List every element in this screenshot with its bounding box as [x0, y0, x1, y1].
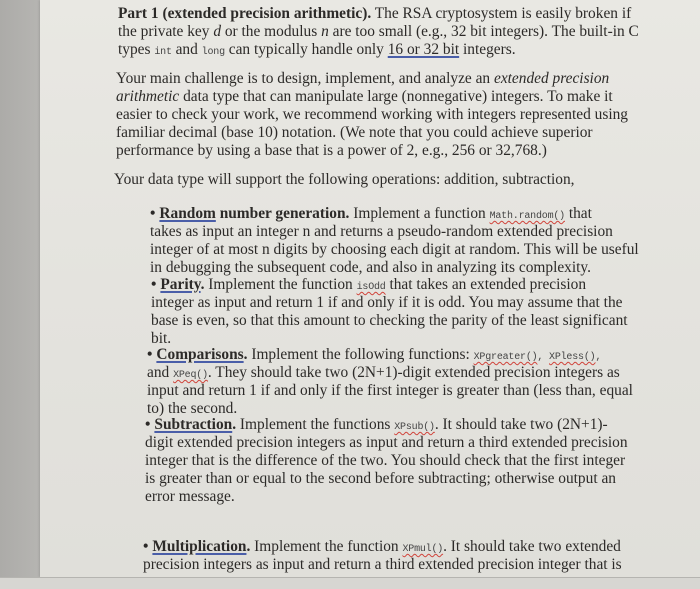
code-xpeq: XPeq() [173, 370, 208, 381]
code-int: int [154, 47, 172, 58]
section-title: Part 1 (extended precision arithmetic). [118, 5, 372, 22]
challenge-paragraph: Your main challenge is to design, implement, and analyze an extended precision arithmetic data type that can manipulate large (nonnegative) integers. To make it easier to check your work, we recommend working with integers represented using familiar decimal (base 10) notation. (We note that you could achieve superior performance by using a base that is a power of 2, e.g., 256 or 32,768.) [116, 70, 629, 159]
bullet-random: • Random number generation. Implement a function Math.random() that takes as input an integer n and returns a pseudo-random extended precision integer of at most n digits by choosing each digit at random. This will be useful in debugging the subsequent code, and also in analyzing its complexity. [150, 205, 639, 276]
code-xpsub: XPsub() [394, 422, 435, 433]
bullet-subtraction: • Subtraction. Implement the functions XPsub(). It should take two (2N+1)- digit extended precision integers as input and return a third extended precision integer that is the difference of the two. You should check that the first integer is greater than or equal to the second before subtracting; otherwise output an error message. [145, 416, 628, 505]
code-isodd: isOdd [356, 282, 386, 293]
code-long: long [201, 47, 225, 58]
code-xpgreater: XPgreater() [473, 352, 538, 363]
bullet-icon: • [151, 276, 157, 293]
bullet-parity: • Parity. Implement the function isOdd that takes an extended precision integer as input and return 1 if and only if it is odd. You may assume that the base is even, so that this amount to checking the parity of the least significant bit. [151, 276, 628, 347]
bullet-comparisons: • Comparisons. Implement the following functions: XPgreater(), XPless(), and XPeq(). They should take two (2N+1)-digit extended precision integers as input and return 1 if and only if the first integer is greater than (less than, equal to) the second. [147, 346, 633, 417]
intro-paragraph: Part 1 (extended precision arithmetic). The RSA cryptosystem is easily broken if the private key d or the modulus n are too small (e.g., 32 bit integers). The built-in C types int and long can typically handle only 16 or 32 bit integers. [118, 5, 639, 58]
operations-intro: Your data type will support the following operations: addition, subtraction, [114, 171, 575, 188]
code-math-random: Math.random() [489, 211, 565, 222]
bullet-icon: • [143, 538, 149, 555]
bit-size-link[interactable]: 16 or 32 bit [387, 41, 460, 58]
code-xpless: XPless() [549, 352, 596, 363]
bullet-icon: • [147, 346, 153, 363]
code-xpmul: XPmul() [402, 544, 444, 555]
bullet-icon: • [150, 205, 156, 222]
bullet-icon: • [145, 416, 151, 433]
page-bottom-edge [0, 577, 700, 589]
bullet-multiplication: • Multiplication. Implement the function XPmul(). It should take two extended precision integers as input and return a third extended precision integer that is [143, 538, 622, 573]
